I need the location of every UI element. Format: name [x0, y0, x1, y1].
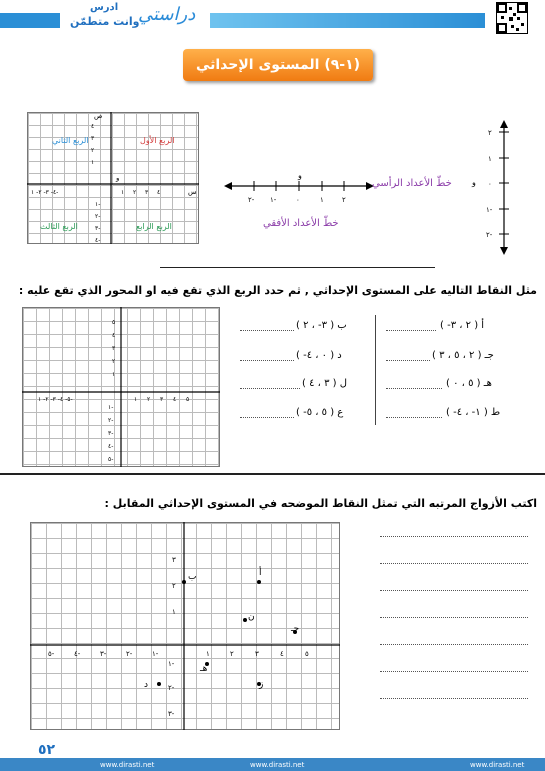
svg-text:٢: ٢ [230, 650, 234, 658]
svg-text:١: ١ [172, 608, 176, 616]
svg-text:٣-: ٣- [168, 710, 175, 718]
q2-point-ha: هـ [200, 664, 208, 674]
svg-text:٥-: ٥- [108, 456, 114, 463]
svg-text:٢: ٢ [133, 189, 137, 196]
q2-answer-line[interactable] [380, 671, 528, 672]
divider [160, 267, 435, 268]
svg-text:١: ١ [91, 159, 95, 166]
q2-answer-line[interactable] [380, 536, 528, 537]
q1-answer-line[interactable] [386, 360, 430, 361]
vline-tick: ٠ [488, 180, 492, 188]
svg-text:٥: ٥ [112, 319, 116, 326]
question-1-text: مثل النقاط التاليه على المستوى الإحداثي , ثم حدد الربع الذي تقع فيه او المحور الذي تقع عليه : [18, 284, 537, 297]
q2-point-nun: ن [248, 612, 255, 622]
brand-top: ادرس [90, 2, 119, 13]
svg-text:١-: ١- [108, 404, 114, 411]
question-2-text: اكتب الأزواج المرتبه التي تمثل النقاط الموضحه في المستوى الإحداثي المقابل : [104, 497, 537, 510]
divider [0, 473, 545, 475]
svg-text:٤: ٤ [157, 189, 161, 196]
quadrant-y-label: ص [94, 112, 103, 120]
svg-text:٢: ٢ [172, 582, 176, 590]
svg-text:٣-: ٣- [100, 650, 107, 658]
hline-tick: ٠ [296, 196, 300, 204]
svg-text:٤: ٤ [91, 123, 95, 130]
svg-text:٤: ٤ [280, 650, 284, 658]
page-number: ٥٢ [38, 742, 56, 758]
quadrant-4-label: الربع الرابع [136, 222, 172, 231]
svg-text:٣: ٣ [145, 189, 149, 196]
svg-text:٣: ٣ [160, 396, 164, 403]
hline-origin: و [298, 171, 302, 180]
q2-point-zay: ز [259, 680, 264, 690]
q2-answer-line[interactable] [380, 590, 528, 591]
quadrant-origin: و [116, 174, 120, 182]
page-title: (١-٩) المستوى الإحداثي [183, 49, 373, 81]
q1-answer-line[interactable] [386, 330, 436, 331]
svg-text:١: ١ [121, 189, 125, 196]
hline-tick: ١ [320, 196, 324, 204]
svg-text:٢-: ٢- [95, 213, 101, 220]
svg-text:١: ١ [206, 650, 210, 658]
q1-answer-line[interactable] [240, 388, 300, 389]
vline-tick: ٢ [488, 129, 492, 137]
footer-watermark: www.dirasti.net [470, 761, 525, 769]
q1-answer-line[interactable] [240, 360, 294, 361]
svg-text:١-: ١- [152, 650, 159, 658]
q2-point-jim: جـ [291, 624, 300, 634]
q2-point-alif: أ [259, 568, 262, 578]
svg-text:٣-: ٣- [95, 225, 101, 232]
q2-answer-line[interactable] [380, 563, 528, 564]
svg-text:٢-: ٢- [108, 417, 114, 424]
footer-watermark: www.dirasti.net [250, 761, 305, 769]
svg-text:٥- ٤- ٣- ٢- ١-: ٥- ٤- ٣- ٢- ١- [38, 396, 73, 403]
q1-point-h: هـ ( ٥ ، ٠ ) [446, 378, 492, 389]
footer-watermark: www.dirasti.net [100, 761, 155, 769]
svg-text:٥-: ٥- [48, 650, 55, 658]
vline-tick: ١- [486, 206, 493, 214]
q1-answer-line[interactable] [240, 330, 294, 331]
svg-text:١-: ١- [168, 660, 175, 668]
q1-point-b: ب ( ٣- ، ٢ ) [296, 320, 347, 331]
qr-code-icon [496, 2, 528, 34]
svg-text:٢-: ٢- [126, 650, 133, 658]
q2-answer-line[interactable] [380, 698, 528, 699]
q1-answer-line[interactable] [240, 417, 294, 418]
svg-text:٤-: ٤- [95, 237, 101, 244]
svg-text:٤-: ٤- [74, 650, 81, 658]
svg-text:٣: ٣ [112, 345, 116, 352]
hline-tick: ٢ [342, 196, 346, 204]
q2-answer-line[interactable] [380, 617, 528, 618]
svg-text:٥: ٥ [305, 650, 309, 658]
quadrant-1-label: الربع الأول [140, 136, 175, 145]
brand-bottom: وانت متطمّن [70, 15, 140, 28]
vline-label: خطّ الأعداد الرأسي [372, 178, 452, 189]
quadrant-3-label: الربع الثالث [40, 222, 78, 231]
q1-point-d: د ( ٠ ، ٤- ) [296, 350, 342, 361]
brand-logo: دراستي [138, 4, 196, 25]
q2-answer-line[interactable] [380, 644, 528, 645]
vline-tick: ١ [488, 155, 492, 163]
header-band-left [0, 13, 60, 28]
q1-point-j: جـ ( ٢ ، ٥ ، ٣ ) [432, 350, 494, 361]
vline-tick: ٢- [486, 231, 493, 239]
svg-text:٣: ٣ [255, 650, 259, 658]
svg-text:٣: ٣ [172, 556, 176, 564]
svg-text:٤-: ٤- [108, 443, 114, 450]
q1-point-t: ط ( ١- ، ٤- ) [446, 407, 501, 418]
q1-point-a: أ ( ٢ ، ٣- ) [440, 320, 485, 331]
svg-text:٢: ٢ [91, 147, 95, 154]
svg-text:٥: ٥ [186, 396, 190, 403]
q1-answer-line[interactable] [386, 417, 442, 418]
svg-text:٤: ٤ [173, 396, 177, 403]
question-1-axes [22, 307, 220, 467]
svg-text:٤: ٤ [112, 332, 116, 339]
q1-answer-line[interactable] [386, 388, 442, 389]
hline-label: خطّ الأعداد الأفقي [263, 218, 339, 229]
svg-text:٢-: ٢- [168, 684, 175, 692]
svg-text:٤- ٣- ٢- ١-: ٤- ٣- ٢- ١- [31, 189, 59, 196]
svg-text:٣: ٣ [91, 135, 95, 142]
svg-text:١: ١ [134, 396, 138, 403]
svg-text:٣-: ٣- [108, 430, 114, 437]
q1-point-ain: ع ( ٥ ، ٥- ) [296, 407, 344, 418]
hline-tick: ١- [270, 196, 277, 204]
hline-tick: ٢- [248, 196, 255, 204]
column-divider [375, 315, 376, 425]
svg-text:١: ١ [112, 371, 116, 378]
q1-point-l: ل ( ٣ ، ٤ ) [302, 378, 347, 389]
quadrant-x-label: س [188, 188, 197, 196]
svg-text:٢: ٢ [112, 358, 116, 365]
svg-text:١-: ١- [95, 201, 101, 208]
svg-text:٢: ٢ [147, 396, 151, 403]
vline-origin: و [472, 178, 476, 187]
quadrant-2-label: الربع الثاني [52, 136, 89, 145]
q2-point-dal: د [144, 680, 149, 690]
q2-point-ba: ب [188, 572, 197, 582]
header-band-right [210, 13, 485, 28]
vertical-number-line [478, 120, 518, 255]
